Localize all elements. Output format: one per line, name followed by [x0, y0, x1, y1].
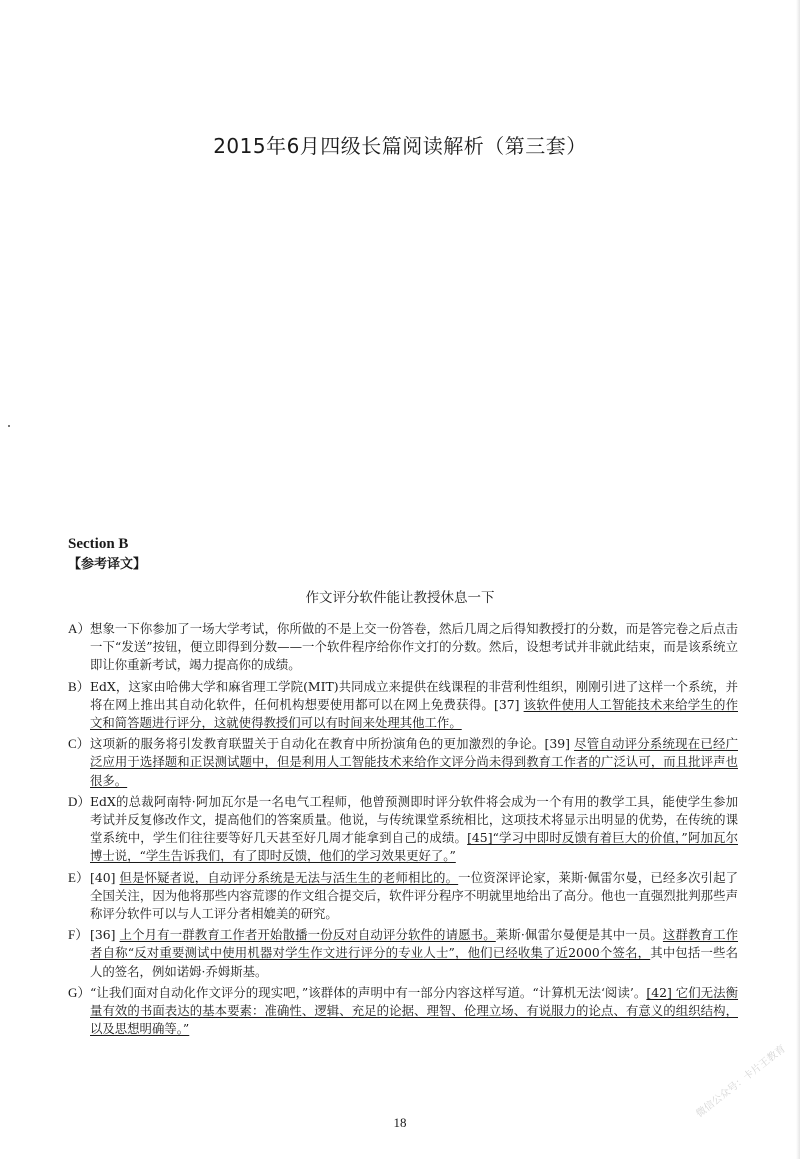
article-title: 作文评分软件能让教授休息一下	[305, 590, 495, 606]
page-title: 2015年6月四级长篇阅读解析（第三套）	[213, 134, 587, 158]
paragraph	[68, 926, 738, 981]
watermark: 微信公众号：卡片王教育	[694, 1043, 788, 1120]
underlined-answer-text: 上个月有一群教育工作者开始散播一份反对自动评分软件的请愿书。	[119, 927, 496, 943]
underlined-answer-text: 该软件使用人工智能技术来给学生的作文和简答题进行评分，这就使得教授们可以有时间来处理其他工作。	[90, 696, 738, 731]
paragraph-segment: “让我们面对自动化作文评分的现实吧，”该群体的声明中有一部分内容这样写道。“计算机无法‘阅读’。	[90, 984, 647, 1000]
paragraph-text	[90, 793, 738, 866]
paragraph-text	[90, 926, 738, 981]
paragraph-list	[68, 620, 738, 1041]
underlined-answer-text: 这群教育工作者自称“反对重要测试中使用机器对学生作文进行评分的专业人士”，他们已经收集了近2000个签名，	[90, 927, 739, 961]
scan-edge-shadow	[796, 0, 800, 1159]
paragraph-letter: E）	[68, 869, 89, 885]
underlined-answer-text: 但是怀疑者说，自动评分系统是无法与活生生的老师相比的。	[119, 869, 459, 885]
paragraph-segment: 一位资深评论家，莱斯·佩雷尔曼，已经多次引起了全国关注，因为他将那些内容荒谬的作文组合提交后，软件评分程序不明就里地给出了高分。他也一直强烈批判那些声称评分软件可以与人工评分者相媲美的研究。	[90, 869, 739, 922]
paragraph	[68, 793, 738, 866]
paragraph-segment: 这项新的服务将引发教育联盟关于自动化在教育中所扮演角色的更加激烈的争论。[39]	[90, 736, 575, 752]
paragraph	[68, 620, 738, 675]
paragraph-letter: B）	[68, 678, 90, 694]
paragraph	[68, 869, 738, 924]
paragraph-letter: A）	[68, 621, 91, 636]
paragraph-segment: 想象一下你参加了一场大学考试，你所做的不是上交一份答卷，然后几周之后得知教授打的分数，而是答完卷之后点击一下“发送”按钮，便立即得到分数——一个软件程序给你作文打的分数。然后，设想考试并非就此结束，而是该系统立即让你重新考试，竭力提高你的成绩。	[90, 621, 738, 673]
paragraph-segment: [36]	[90, 927, 120, 943]
paragraph-text	[90, 620, 738, 675]
underlined-answer-text: 尽管自动评分系统现在已经广泛应用于选择题和正误测试题中，但是利用人工智能技术来给作文评分尚未得到教育工作者的广泛认可，而且批评声也很多。	[90, 736, 738, 788]
paragraph	[68, 735, 738, 790]
paragraph-segment: EdX的总裁阿南特·阿加瓦尔是一名电气工程师，他曾预测即时评分软件将会成为一个有用的教学工具，能使学生参加考试并反复修改作文，提高他们的答案质量。他说，与传统课堂系统相比，这项技术将显示出明显的优势，在传统的课堂系统中，学生们往往要等好几天甚至好几周才能拿到自己的成绩。	[90, 793, 738, 846]
paragraph	[68, 984, 738, 1039]
paragraph-letter: F）	[68, 927, 89, 943]
page-number: 18	[393, 1115, 407, 1130]
paragraph-letter: D）	[68, 793, 91, 809]
paragraph-segment: 莱斯·佩雷尔曼便是其中一员。	[495, 927, 663, 943]
section-heading: Section B	[68, 536, 129, 552]
paragraph-segment: [40]	[90, 869, 120, 885]
paragraph	[68, 678, 738, 733]
paragraph-text	[90, 678, 738, 733]
paragraph-letter: G）	[68, 984, 91, 1000]
scan-speck	[8, 425, 10, 427]
paragraph-text	[90, 984, 738, 1039]
paragraph-letter: C）	[68, 736, 90, 752]
underlined-answer-text: [45]“学习中即时反馈有着巨大的价值，”阿加瓦尔博士说，“学生告诉我们，有了即时反馈，他们的学习效果更好了。”	[90, 830, 739, 864]
paragraph-text	[90, 869, 738, 924]
paragraph-text	[90, 735, 738, 790]
paragraph-segment: EdX，这家由哈佛大学和麻省理工学院(MIT)共同成立来提供在线课程的非营利性组织，刚刚引进了这样一个系统，并将在网上推出其自动化软件，任何机构想要使用都可以在网上免费获得。[37]	[90, 678, 738, 712]
underlined-answer-text: [42] 它们无法衡量有效的书面表达的基本要素：准确性、逻辑、充足的论据、理智、伦理立场、有说服力的论点、有意义的组织结构，以及思想明确等。”	[90, 984, 739, 1037]
paragraph-segment: 其中包括一些名人的签名，例如诺姆·乔姆斯基。	[90, 945, 739, 979]
reference-translation-label: 【参考译文】	[68, 557, 147, 572]
